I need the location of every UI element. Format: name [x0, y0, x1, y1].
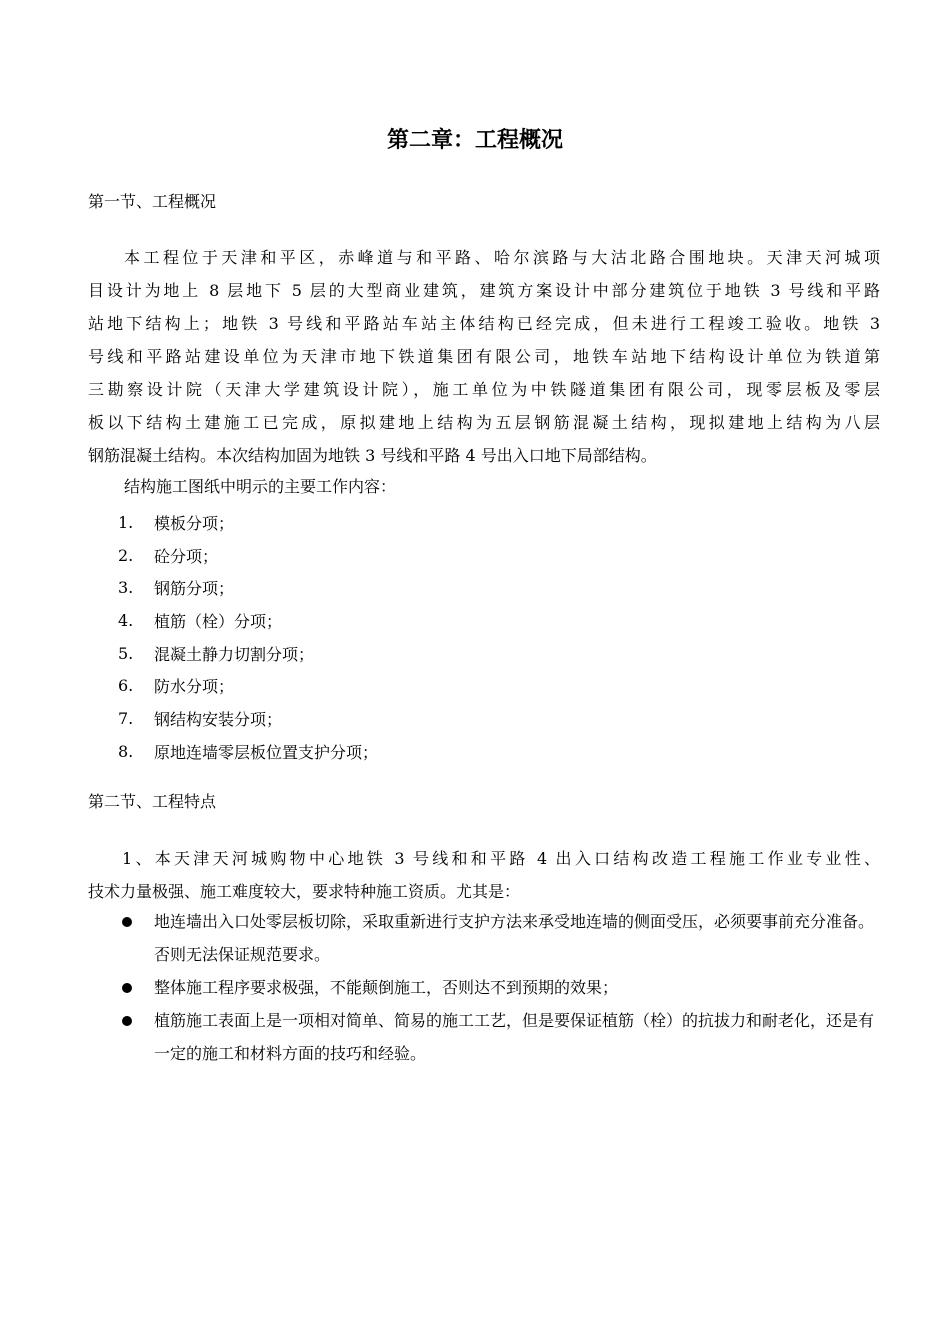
bullet-text: 地连墙出入口处零层板切除，采取重新进行支护方法来承受地连墙的侧面受压，必须要事前充分准备。否则无法保证规范要求。	[154, 912, 875, 964]
list-item	[118, 571, 378, 604]
paragraph-line: 本工程位于天津和平区，赤峰道与和平路、哈尔滨路与大沽北路合围地块。天津天河城项	[124, 248, 880, 267]
list-item-text: 防水分项；	[154, 677, 235, 697]
bullet-item	[118, 905, 880, 971]
section2-heading: 第二节、工程特点	[88, 792, 217, 811]
list-item-number: 8.	[118, 741, 134, 761]
chapter-title: 第二章：工程概况	[386, 128, 563, 153]
list-item-number: 2.	[118, 545, 134, 565]
bullet-text: 整体施工程序要求极强，不能颠倒施工，否则达不到预期的效果；	[154, 978, 619, 997]
section1-paragraph	[88, 241, 880, 472]
list-item-text: 原地连墙零层板位置支护分项；	[154, 742, 379, 762]
list-item-number: 7.	[118, 708, 134, 728]
list-item-text: 砼分项；	[154, 546, 219, 566]
list-item	[118, 669, 378, 702]
list-item-text: 模板分项；	[154, 513, 235, 533]
section1-heading: 第一节、工程概况	[88, 192, 217, 211]
work-contents-intro: 结构施工图纸中明示的主要工作内容：	[124, 477, 397, 496]
bullet-dot-icon	[122, 1016, 132, 1026]
list-item	[118, 702, 378, 735]
work-items-list	[118, 506, 378, 768]
list-item-text: 钢结构安装分项；	[154, 709, 283, 729]
list-item-number: 5.	[118, 643, 134, 663]
list-item-number: 4.	[118, 610, 134, 630]
paragraph-line: 目设计为地上 8 层地下 5 层的大型商业建筑，建筑方案设计中部分建筑位于地铁 3 号线和平路	[88, 281, 880, 300]
list-item-text: 混凝土静力切割分项；	[154, 644, 315, 664]
list-item-text: 钢筋分项；	[154, 579, 235, 599]
bullet-text: 植筋施工表面上是一项相对简单、简易的施工工艺，但是要保证植筋（栓）的抗拔力和耐老化，还是有一定的施工和材料方面的技巧和经验。	[154, 1011, 875, 1063]
list-item	[118, 735, 378, 768]
features-bullet-list	[118, 905, 880, 1070]
list-item-number: 1.	[118, 512, 134, 532]
list-item	[118, 539, 378, 572]
bullet-dot-icon	[122, 983, 132, 993]
bullet-dot-icon	[122, 917, 132, 927]
paragraph-line: 1、本天津天河城购物中心地铁 3 号线和和平路 4 出入口结构改造工程施工作业专业性、	[122, 849, 880, 868]
paragraph-line: 号线和平路站建设单位为天津市地下铁道集团有限公司，地铁车站地下结构设计单位为铁道第	[88, 347, 880, 366]
paragraph-line: 三勘察设计院（天津大学建筑设计院），施工单位为中铁隧道集团有限公司，现零层板及零层	[88, 380, 880, 399]
list-item	[118, 604, 378, 637]
bullet-item	[118, 971, 880, 1004]
list-item	[118, 506, 378, 539]
paragraph-line: 站地下结构上；地铁 3 号线和平路站车站主体结构已经完成，但未进行工程竣工验收。地铁 3	[88, 314, 880, 333]
list-item-number: 6.	[118, 676, 134, 696]
paragraph-line: 技术力量极强、施工难度较大，要求特种施工资质。尤其是：	[88, 882, 521, 901]
paragraph-line: 钢筋混凝土结构。本次结构加固为地铁 3 号线和平路 4 号出入口地下局部结构。	[88, 446, 657, 465]
list-item-text: 植筋（栓）分项；	[154, 611, 283, 631]
paragraph-line: 板以下结构土建施工已完成，原拟建地上结构为五层钢筋混凝土结构，现拟建地上结构为八层	[88, 413, 880, 432]
bullet-item	[118, 1004, 880, 1070]
list-item	[118, 637, 378, 670]
list-item-number: 3.	[118, 578, 134, 598]
section2-paragraph	[88, 842, 880, 908]
